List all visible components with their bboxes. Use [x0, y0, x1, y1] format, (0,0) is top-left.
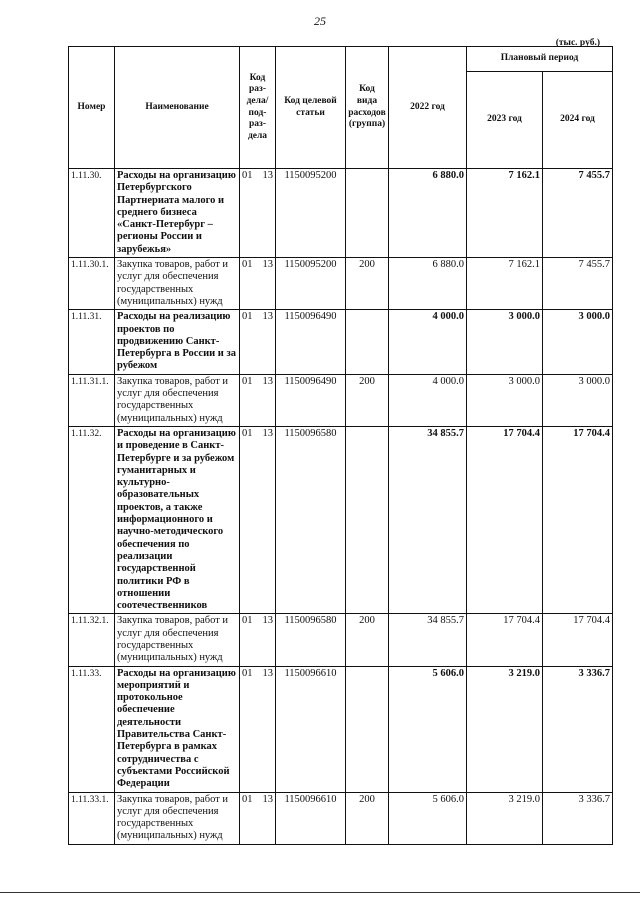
row-amount-2024: 3 336.7 — [543, 792, 613, 844]
table-row — [69, 792, 613, 844]
row-target-code: 1150096490 — [276, 310, 346, 374]
row-amount-2024: 3 000.0 — [543, 310, 613, 374]
table-row — [69, 666, 613, 792]
row-subsection: 13 — [262, 615, 273, 627]
row-section: 01 — [242, 427, 253, 439]
row-target-code: 1150095200 — [276, 258, 346, 310]
header-expense-kind: Код вида расходов (группа) — [346, 47, 389, 169]
row-name: Закупка товаров, работ и услуг для обеспечения государственных (муниципальных) нужд — [115, 258, 240, 310]
row-expense-kind: 200 — [346, 374, 389, 426]
row-subsection: 13 — [262, 427, 273, 439]
header-planned-period: Плановый период — [467, 47, 613, 72]
row-number: 1.11.32. — [69, 426, 115, 613]
row-target-code: 1150095200 — [276, 169, 346, 258]
row-expense-kind — [346, 310, 389, 374]
row-number: 1.11.33.1. — [69, 792, 115, 844]
header-target-code: Код целевой статьи — [276, 47, 346, 169]
table-row — [69, 310, 613, 374]
row-section: 01 — [242, 667, 253, 679]
header-name: Наименование — [115, 47, 240, 169]
row-amount-2022: 6 880.0 — [389, 169, 467, 258]
row-section-code — [240, 792, 276, 844]
row-number: 1.11.30. — [69, 169, 115, 258]
row-name: Расходы на реализацию проектов по продвижению Санкт-Петербурга в России и за рубежом — [115, 310, 240, 374]
row-number: 1.11.32.1. — [69, 614, 115, 666]
row-expense-kind — [346, 426, 389, 613]
row-amount-2024: 17 704.4 — [543, 426, 613, 613]
page-number: 25 — [314, 14, 326, 28]
row-target-code: 1150096490 — [276, 374, 346, 426]
row-number: 1.11.30.1. — [69, 258, 115, 310]
row-amount-2022: 4 000.0 — [389, 310, 467, 374]
row-section: 01 — [242, 375, 253, 387]
row-expense-kind: 200 — [346, 792, 389, 844]
row-section: 01 — [242, 170, 253, 181]
row-amount-2022: 34 855.7 — [389, 614, 467, 666]
row-name: Расходы на организацию мероприятий и протокольное обеспечение деятельности Правительства Санкт-Петербурга в рамках сотрудничества с субъектами Российской Федерации — [115, 666, 240, 792]
row-section-code — [240, 666, 276, 792]
row-amount-2023: 3 219.0 — [467, 792, 543, 844]
row-amount-2024: 17 704.4 — [543, 614, 613, 666]
row-target-code: 1150096610 — [276, 666, 346, 792]
row-subsection: 13 — [262, 375, 273, 387]
header-year-2023: 2023 год — [467, 72, 543, 169]
table-row — [69, 258, 613, 310]
row-expense-kind — [346, 169, 389, 258]
table-row — [69, 614, 613, 666]
row-amount-2023: 7 162.1 — [467, 258, 543, 310]
header-section-code: Код раз-дела/ под-раз-дела — [240, 47, 276, 169]
row-amount-2024: 7 455.7 — [543, 169, 613, 258]
row-target-code: 1150096580 — [276, 614, 346, 666]
row-expense-kind: 200 — [346, 258, 389, 310]
row-number: 1.11.31.1. — [69, 374, 115, 426]
bottom-rule — [0, 892, 640, 893]
row-subsection: 13 — [262, 170, 273, 181]
row-section-code — [240, 374, 276, 426]
row-amount-2022: 4 000.0 — [389, 374, 467, 426]
row-amount-2023: 17 704.4 — [467, 614, 543, 666]
row-section: 01 — [242, 259, 253, 271]
row-amount-2023: 17 704.4 — [467, 426, 543, 613]
row-name: Расходы на организацию Петербургского Партнериата малого и среднего бизнеса «Санкт-Петербург – регионы России и зарубежья» — [115, 169, 240, 258]
row-amount-2022: 5 606.0 — [389, 666, 467, 792]
row-name: Расходы на организацию и проведение в Санкт-Петербурге и за рубежом гуманитарных и культурно-образовательных проектов, а также информационного и научно-методического обеспечения по реализации государственной политики РФ в отношении соотечественников — [115, 426, 240, 613]
row-amount-2024: 3 000.0 — [543, 374, 613, 426]
row-subsection: 13 — [262, 667, 273, 679]
row-section-code — [240, 426, 276, 613]
row-target-code: 1150096610 — [276, 792, 346, 844]
table-row — [69, 426, 613, 613]
row-subsection: 13 — [262, 311, 273, 323]
row-amount-2022: 5 606.0 — [389, 792, 467, 844]
row-name: Закупка товаров, работ и услуг для обеспечения государственных (муниципальных) нужд — [115, 374, 240, 426]
row-section-code — [240, 614, 276, 666]
row-number: 1.11.33. — [69, 666, 115, 792]
row-amount-2023: 3 000.0 — [467, 310, 543, 374]
budget-table — [68, 46, 613, 845]
row-name: Закупка товаров, работ и услуг для обеспечения государственных (муниципальных) нужд — [115, 792, 240, 844]
row-expense-kind: 200 — [346, 614, 389, 666]
table-row — [69, 169, 613, 258]
row-section-code — [240, 169, 276, 258]
table-row — [69, 374, 613, 426]
header-year-2022: 2022 год — [389, 47, 467, 169]
row-amount-2022: 6 880.0 — [389, 258, 467, 310]
row-section-code — [240, 258, 276, 310]
row-amount-2024: 3 336.7 — [543, 666, 613, 792]
row-subsection: 13 — [262, 793, 273, 805]
row-amount-2023: 3 000.0 — [467, 374, 543, 426]
row-name: Закупка товаров, работ и услуг для обеспечения государственных (муниципальных) нужд — [115, 614, 240, 666]
row-amount-2022: 34 855.7 — [389, 426, 467, 613]
units-label: (тыс. руб.) — [555, 38, 600, 48]
row-section-code — [240, 310, 276, 374]
row-expense-kind — [346, 666, 389, 792]
row-amount-2023: 7 162.1 — [467, 169, 543, 258]
row-section: 01 — [242, 793, 253, 805]
row-amount-2023: 3 219.0 — [467, 666, 543, 792]
row-amount-2024: 7 455.7 — [543, 258, 613, 310]
row-target-code: 1150096580 — [276, 426, 346, 613]
row-number: 1.11.31. — [69, 310, 115, 374]
header-year-2024: 2024 год — [543, 72, 613, 169]
row-section: 01 — [242, 615, 253, 627]
header-number: Номер — [69, 47, 115, 169]
row-section: 01 — [242, 311, 253, 323]
row-subsection: 13 — [262, 259, 273, 271]
